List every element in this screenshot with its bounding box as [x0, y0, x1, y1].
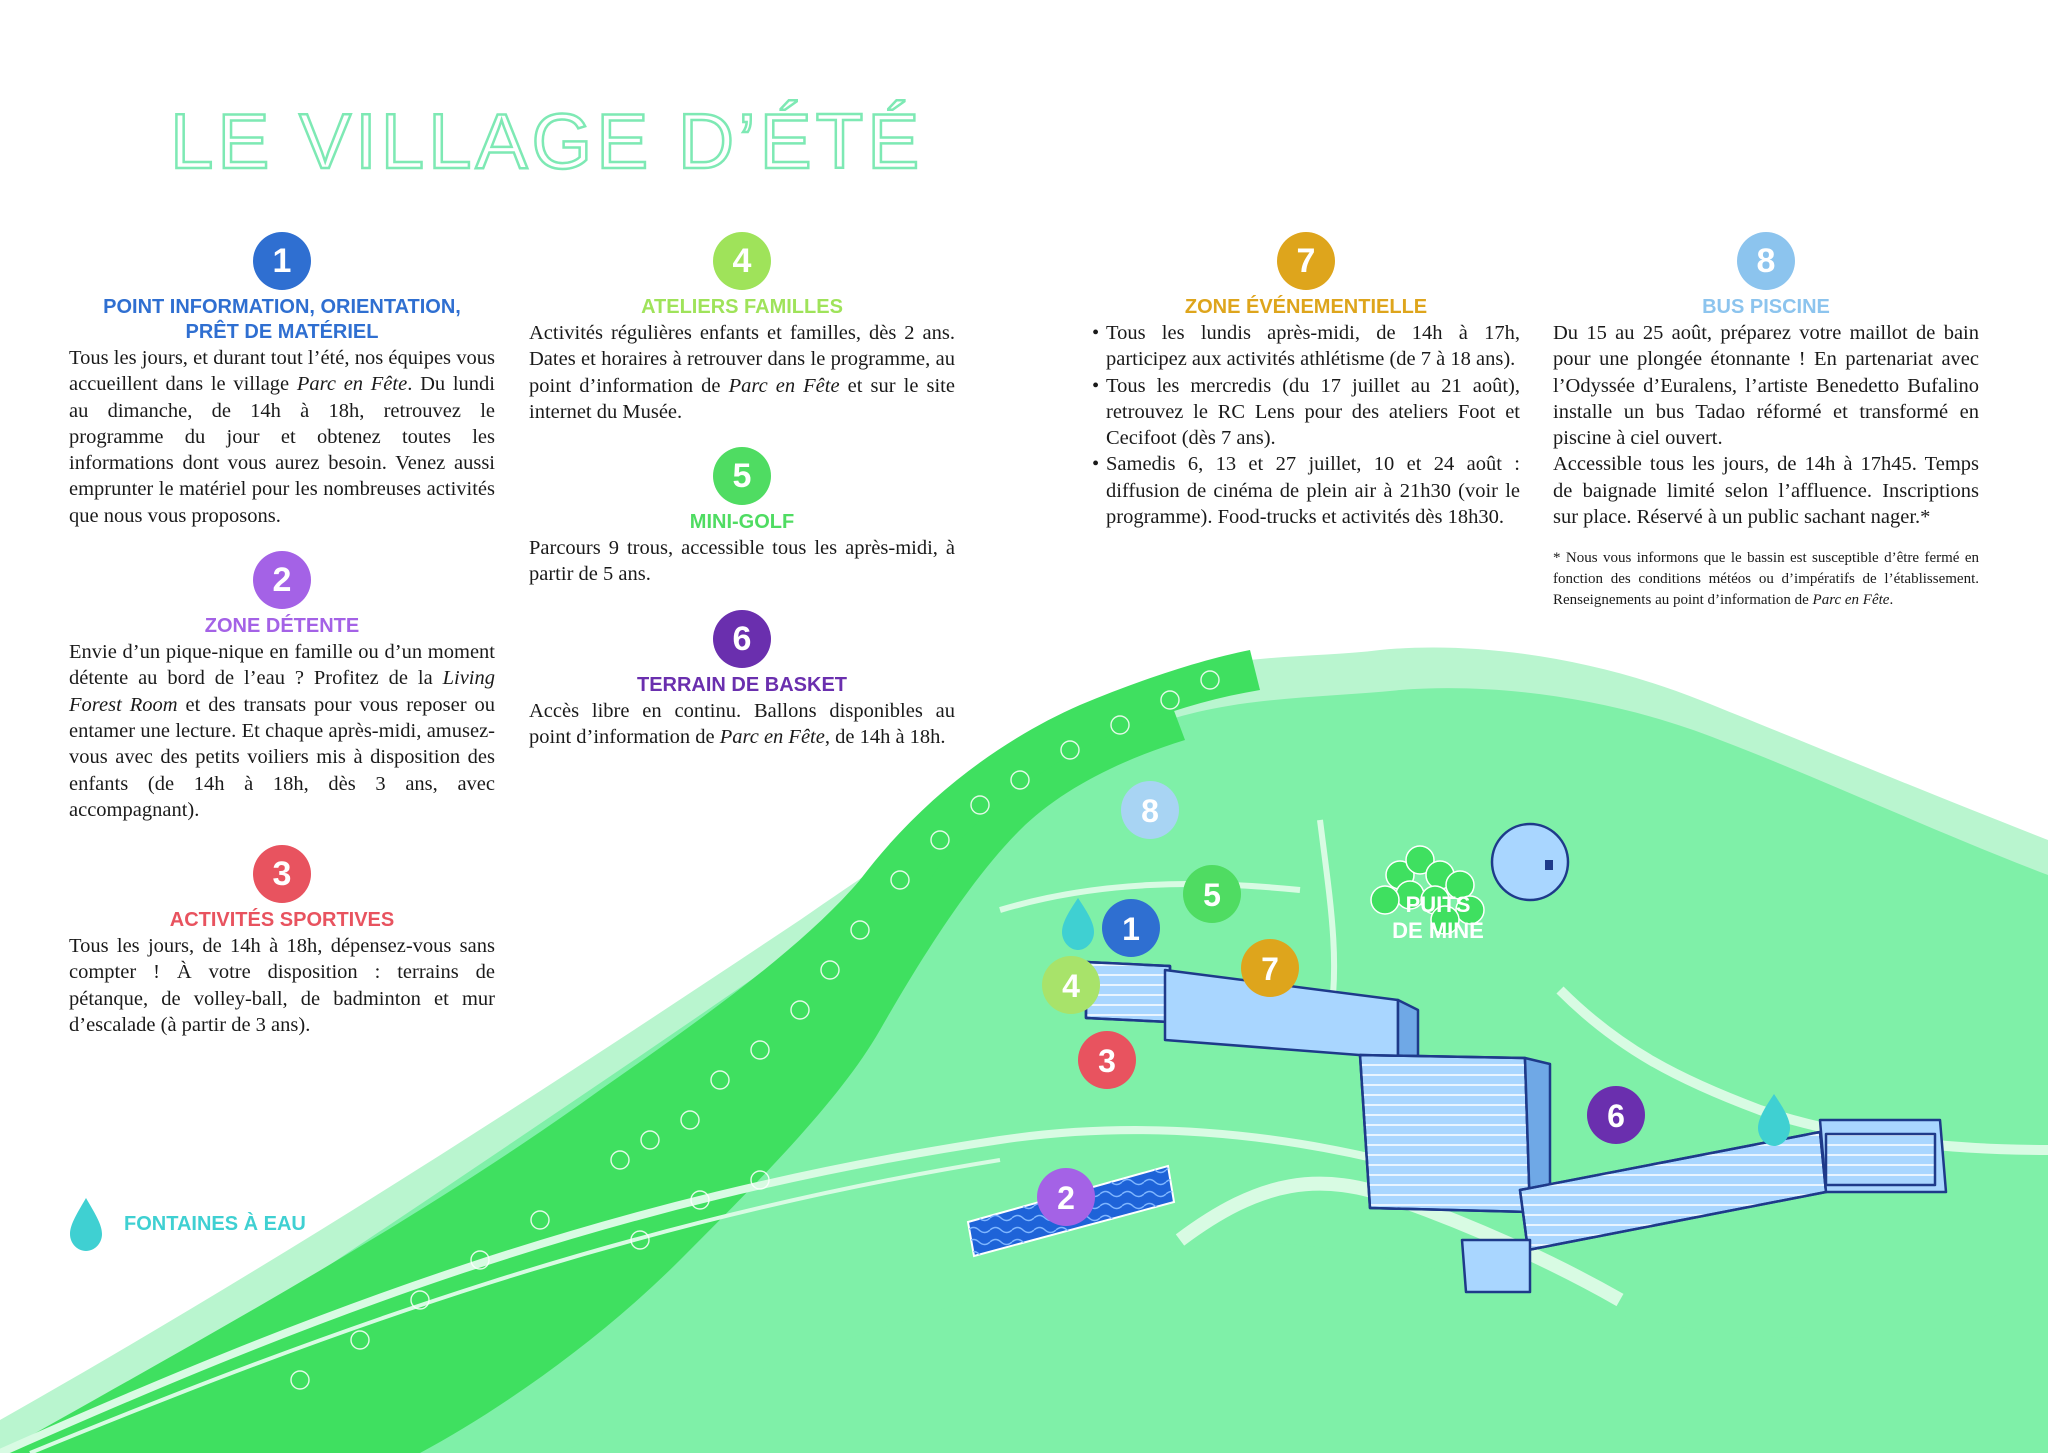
- badge-4: 4: [713, 232, 771, 290]
- svg-text:4: 4: [1062, 968, 1080, 1004]
- svg-text:6: 6: [1607, 1098, 1625, 1134]
- section-3: [69, 845, 495, 1038]
- map-marker-8[interactable]: [1121, 781, 1179, 839]
- svg-text:5: 5: [1203, 877, 1221, 913]
- section-1-title: [69, 295, 495, 345]
- puits-label-line1: PUITS: [1405, 892, 1471, 917]
- section-7-item: • Samedis 6, 13 et 27 juillet, 10 et 24 août : diffusion de cinéma de plein air à 21h30 (voir le programme). Food-trucks et activités dès 18h30.: [1092, 451, 1520, 530]
- puits-label-line2: DE MINE: [1392, 918, 1484, 943]
- section-6-title: TERRAIN DE BASKET: [636, 673, 847, 696]
- section-4-title: ATELIERS FAMILLES: [641, 296, 843, 318]
- section-6: [529, 610, 955, 751]
- badge-8: 8: [1737, 232, 1795, 290]
- map-marker-4[interactable]: [1042, 956, 1100, 1014]
- badge-1: 1: [253, 232, 311, 290]
- section-8: [1553, 232, 1979, 611]
- map-marker-3[interactable]: [1078, 1031, 1136, 1089]
- water-tower: [1492, 824, 1568, 900]
- section-7-list: [1092, 320, 1520, 530]
- section-2: [69, 551, 495, 823]
- svg-text:8: 8: [1141, 793, 1159, 829]
- section-8-body: Du 15 au 25 août, préparez votre maillot de bain pour une plongée étonnante ! En partenariat avec l’Odyssée d’Euralens, l’artiste Benedetto Bufalino installe un bus Tadao réformé et transformé en piscine à ciel ouvert.: [1553, 322, 1979, 450]
- svg-text:2: 2: [1057, 1180, 1075, 1216]
- badge-6: 6: [713, 610, 771, 668]
- section-7-title: ZONE ÉVÉNEMENTIELLE: [1184, 296, 1428, 318]
- section-5: [529, 447, 955, 588]
- section-7-item: • Tous les mercredis (du 17 juillet au 21 août), retrouvez le RC Lens pour des ateliers Foot et Cecifoot (dès 7 ans).: [1092, 373, 1520, 452]
- section-1-title-line2: PRÊT DE MATÉRIEL: [185, 321, 379, 343]
- map-marker-2[interactable]: [1037, 1168, 1095, 1226]
- map-marker-5[interactable]: [1183, 865, 1241, 923]
- column-1: [69, 232, 495, 1038]
- section-8-title: BUS PISCINE: [1702, 296, 1830, 318]
- section-4: [529, 232, 955, 425]
- map-marker-7[interactable]: [1241, 939, 1299, 997]
- section-8-body-2: Accessible tous les jours, de 14h à 17h45. Temps de baignade limité selon l’affluence. Inscriptions sur place. Réservé à un public sachant nager.*: [1553, 453, 1979, 529]
- svg-text:1: 1: [1122, 911, 1140, 947]
- column-4: [1553, 232, 1979, 611]
- section-2-title: ZONE DÉTENTE: [204, 615, 360, 638]
- svg-text:7: 7: [1261, 951, 1279, 987]
- map-marker-6[interactable]: [1587, 1086, 1645, 1144]
- section-1-title-line1: POINT INFORMATION, ORIENTATION,: [103, 296, 461, 318]
- section-3-title: ACTIVITÉS SPORTIVES: [169, 909, 395, 932]
- section-3-body: Tous les jours, de 14h à 18h, dépensez-vous sans compter ! À votre disposition : terrains de pétanque, de volley-ball, de badminton et mur d’escalade (à partir de 3 ans).: [69, 935, 495, 1037]
- section-1: [69, 232, 495, 529]
- badge-3: 3: [253, 845, 311, 903]
- map-marker-1[interactable]: [1102, 899, 1160, 957]
- page-title: LE VILLAGE D’ÉTÉ: [170, 97, 924, 185]
- column-2: [529, 232, 955, 750]
- badge-2: 2: [253, 551, 311, 609]
- section-4-body: Activités régulières enfants et familles, dès 2 ans. Dates et horaires à retrouver dans le programme, au point d’information de Parc en Fête et sur le site internet du Musée.: [529, 322, 955, 423]
- column-3: [1092, 232, 1520, 530]
- section-5-body: Parcours 9 trous, accessible tous les après-midi, à partir de 5 ans.: [529, 537, 955, 586]
- badge-7: 7: [1277, 232, 1335, 290]
- legend-fontaines-label: FONTAINES À EAU: [124, 1212, 306, 1235]
- section-5-title: MINI-GOLF: [689, 511, 795, 534]
- legend-fontaines: [68, 1196, 306, 1252]
- svg-text:3: 3: [1098, 1043, 1116, 1079]
- section-8-footnote: * Nous vous informons que le bassin est susceptible d’être fermé en fonction des conditions météos ou d’impératifs de l’établissement. Renseignements au point d’information de Parc en Fête.: [1553, 550, 1979, 609]
- section-7-item: • Tous les lundis après-midi, de 14h à 17h, participez aux activités athlétisme (de 7 à 18 ans).: [1092, 320, 1520, 373]
- section-7: [1092, 232, 1520, 530]
- section-1-body: Tous les jours, et durant tout l’été, nos équipes vous accueillent dans le village Parc en Fête. Du lundi au dimanche, de 14h à 18h, retrouvez le programme du jour et obtenez toutes les informations dont vous aurez besoin. Venez aussi emprunter le matériel pour les nombreuses activités que nous vous proposons.: [69, 347, 495, 527]
- section-6-body: Accès libre en continu. Ballons disponibles au point d’information de Parc en Fête, de 14h à 18h.: [529, 699, 955, 749]
- badge-5: 5: [713, 447, 771, 505]
- section-2-body: Envie d’un pique-nique en famille ou d’un moment détente au bord de l’eau ? Profitez de la Living Forest Room et des transats pour vous reposer ou entamer une lecture. Et chaque après-midi, amusez-vous avec des petits voiliers mis à disposition des enfants (de 14h à 18h, dès 3 ans, avec accompagnant).: [69, 641, 495, 821]
- water-drop-icon: [68, 1196, 104, 1252]
